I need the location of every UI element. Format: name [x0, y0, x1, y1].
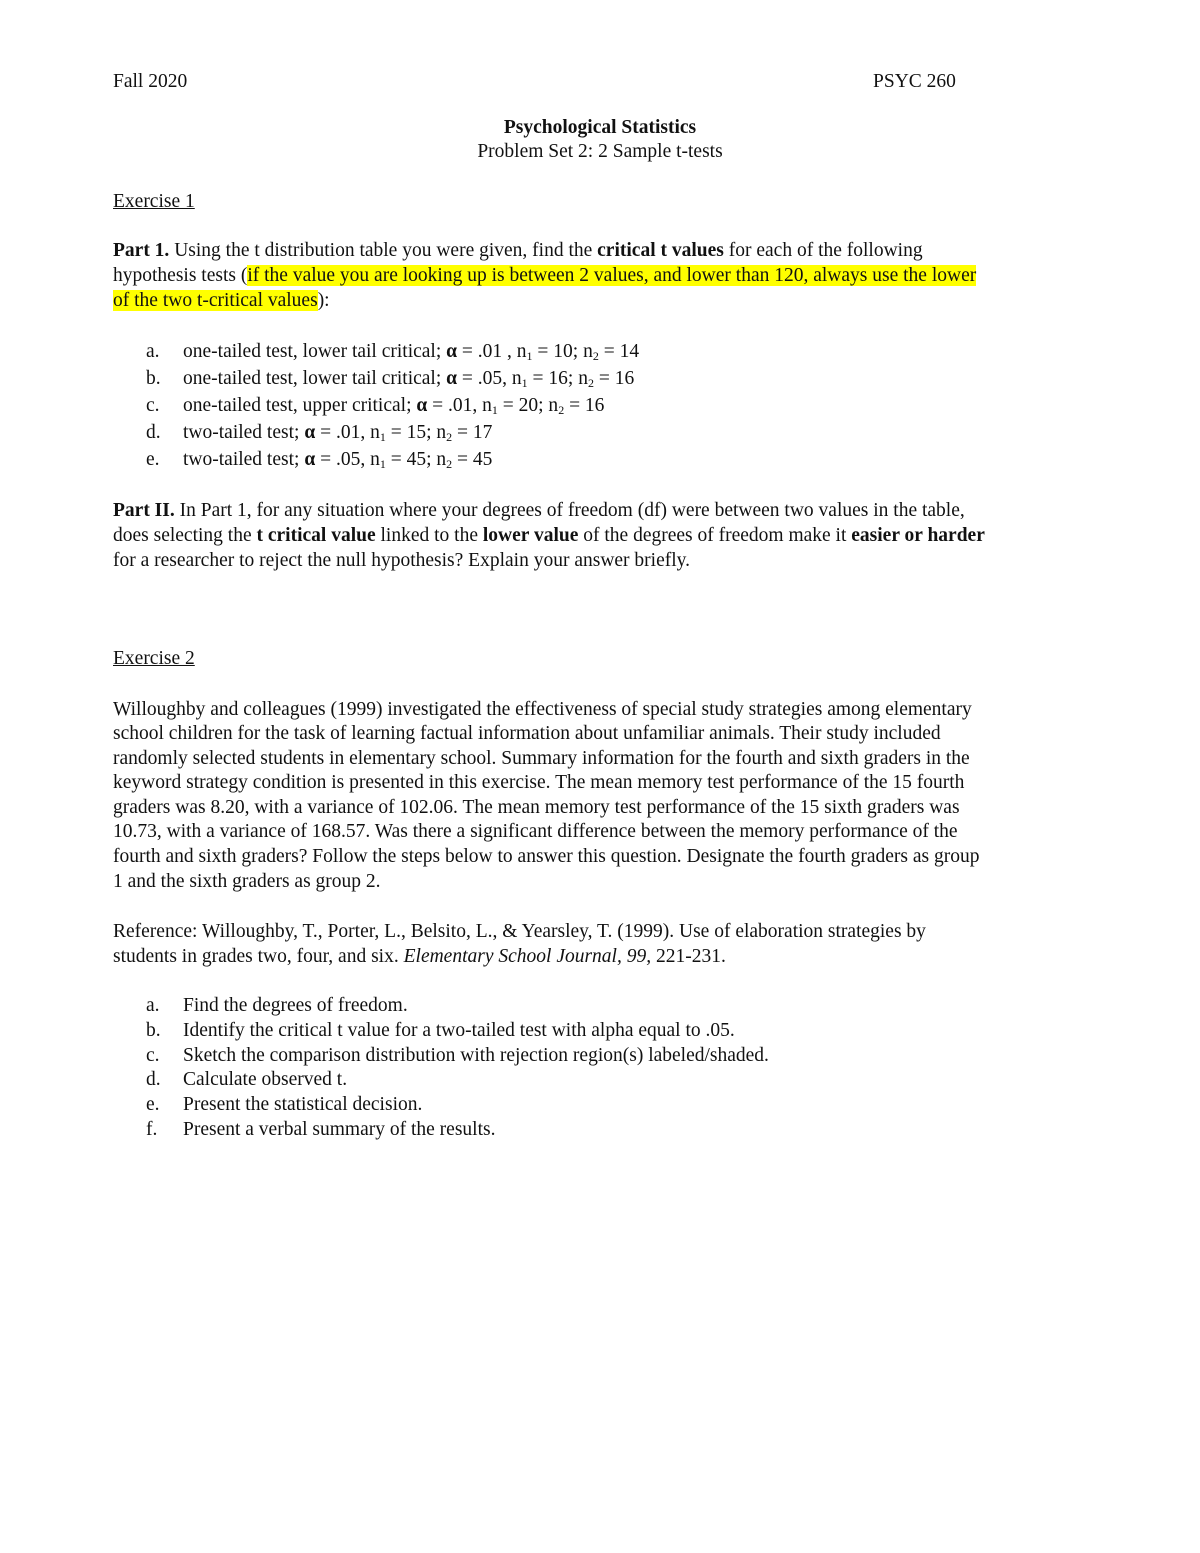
- list-item: one-tailed test, lower tail critical; α = .01 , $n_1 = 10$; $n_2 = 14$: [183, 341, 640, 363]
- list-item-letter: e.: [146, 1094, 160, 1115]
- list-item-letter: a.: [146, 341, 160, 362]
- list-item-letter: d.: [146, 422, 161, 443]
- document-title: Psychological Statistics: [503, 117, 697, 138]
- list-item: Find the degrees of freedom.: [183, 995, 408, 1016]
- document-subtitle: Problem Set 2: 2 Sample t-tests: [477, 141, 723, 162]
- part1-line-1: Part 1. Using the t distribution table you were given, find the critical t values for each of the following: [113, 240, 923, 261]
- part2-line-2: does selecting the t critical value linked to the lower value of the degrees of freedom make it easier or harder: [113, 525, 985, 546]
- list-item: Calculate observed t.: [183, 1069, 348, 1090]
- list-item: two-tailed test; α = .01, $n_1 = 15$; $n_2 = 17$: [183, 422, 493, 444]
- list-item-letter: a.: [146, 995, 160, 1016]
- header-course-code: PSYC 260: [873, 71, 956, 92]
- paragraph-line: Willoughby and colleagues (1999) investigated the effectiveness of special study strategies among elementary: [113, 699, 972, 720]
- list-item: Present the statistical decision.: [183, 1094, 423, 1115]
- paragraph-line: graders was 8.20, with a variance of 102.06. The mean memory test performance of the 15 sixth graders was: [113, 797, 960, 818]
- paragraph-line: keyword strategy condition is presented in this exercise. The mean memory test performance of the 15 fourth: [113, 772, 965, 793]
- list-item: one-tailed test, upper critical; α = .01, $n_1 = 20$; $n_2 = 16$: [183, 395, 605, 417]
- reference-line-1: Reference: Willoughby, T., Porter, L., Belsito, L., & Yearsley, T. (1999). Use of elaboration strategies by: [113, 921, 926, 942]
- list-item: one-tailed test, lower tail critical; α = .05, $n_1 = 16$; $n_2 = 16$: [183, 368, 635, 390]
- paragraph-line: 1 and the sixth graders as group 2.: [113, 871, 381, 892]
- paragraph-line: school children for the task of learning factual information about unfamiliar animals. Their study included: [113, 723, 941, 744]
- exercise-2-heading: Exercise 2: [113, 648, 195, 669]
- list-item-letter: d.: [146, 1069, 161, 1090]
- list-item-letter: b.: [146, 1020, 161, 1041]
- paragraph-line: 10.73, with a variance of 168.57. Was there a significant difference between the memory performance of the: [113, 821, 958, 842]
- list-item-letter: e.: [146, 449, 160, 470]
- list-item: Identify the critical t value for a two-tailed test with alpha equal to .05.: [183, 1020, 735, 1041]
- list-item-letter: f.: [146, 1119, 158, 1140]
- reference-line-2: students in grades two, four, and six. Elementary School Journal, 99, 221-231.: [113, 946, 726, 967]
- list-item: Present a verbal summary of the results.: [183, 1119, 496, 1140]
- list-item-letter: c.: [146, 1045, 160, 1066]
- list-item-letter: c.: [146, 395, 160, 416]
- list-item: Sketch the comparison distribution with rejection region(s) labeled/shaded.: [183, 1045, 769, 1066]
- header-course-term: Fall 2020: [113, 71, 188, 92]
- part1-line-3: of the two t-critical values):: [113, 290, 330, 311]
- paragraph-line: randomly selected students in elementary school. Summary information for the fourth and sixth graders in the: [113, 748, 970, 769]
- list-item: two-tailed test; α = .05, $n_1 = 45$; $n_2 = 45$: [183, 449, 493, 471]
- part1-line-2: hypothesis tests (if the value you are looking up is between 2 values, and lower than 120, always use the lower: [113, 265, 977, 286]
- part2-line-3: for a researcher to reject the null hypothesis? Explain your answer briefly.: [113, 550, 691, 571]
- part2-line-1: Part II. In Part 1, for any situation where your degrees of freedom (df) were between two values in the table,: [113, 500, 965, 521]
- paragraph-line: fourth and sixth graders? Follow the steps below to answer this question. Designate the fourth graders as group: [113, 846, 980, 867]
- exercise-1-heading: Exercise 1: [113, 191, 195, 212]
- list-item-letter: b.: [146, 368, 161, 389]
